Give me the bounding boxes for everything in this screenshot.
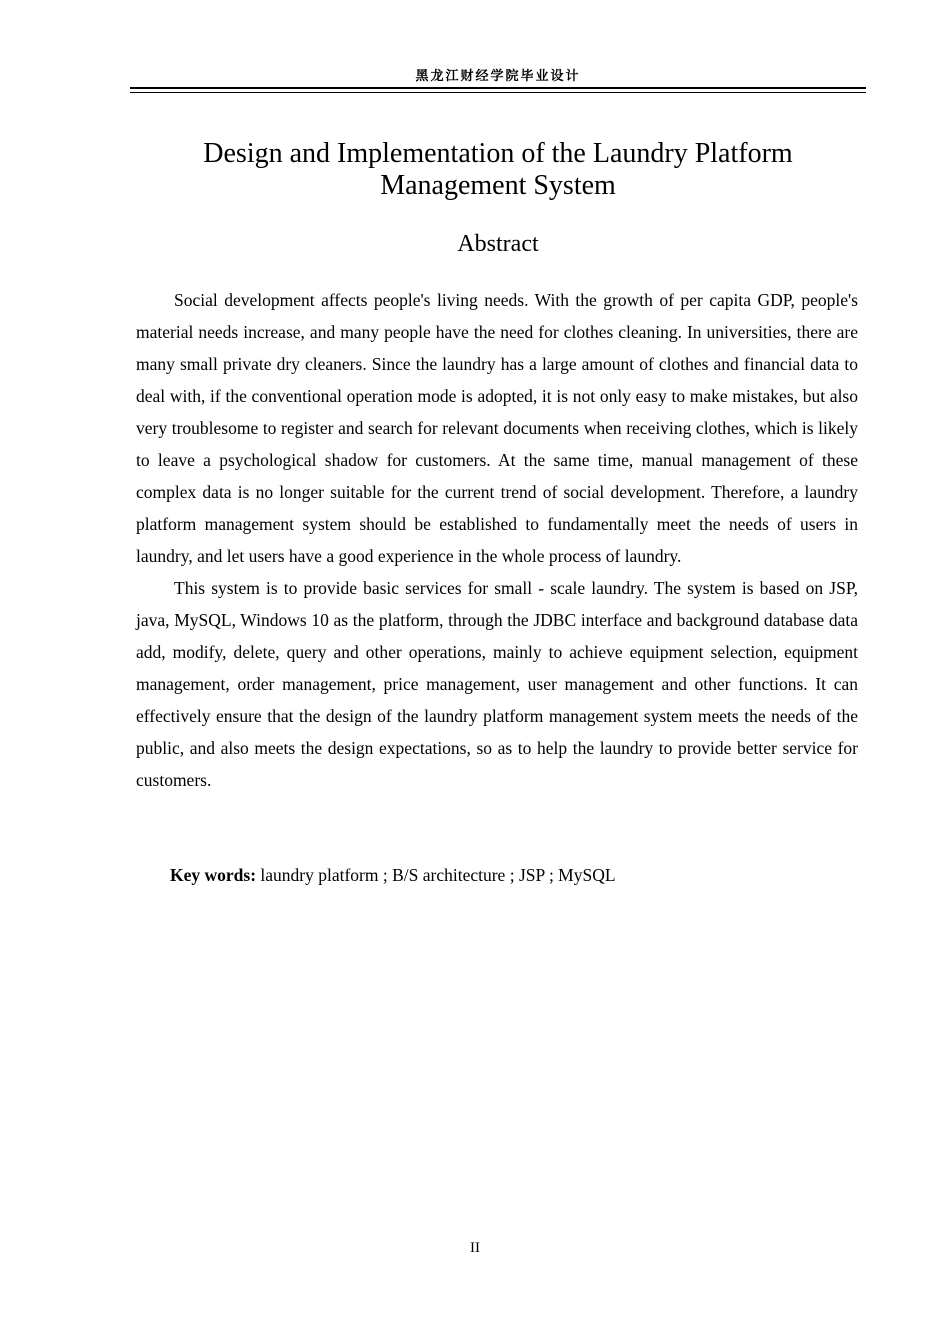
header-rule-thin — [130, 92, 866, 93]
paper-title — [140, 138, 856, 202]
abstract-heading: Abstract — [457, 231, 539, 257]
abstract-body — [136, 284, 858, 796]
abstract-paragraph-1: Social development affects people's living needs. With the growth of per capita GDP, people's material needs increase, and many people have the need for clothes cleaning. In universities, there are many small private dry cleaners. Since the laundry has a large amount of clothes and financial data to deal with, if the conventional operation mode is adopted, it is not only easy to make mistakes, but also very troublesome to register and search for relevant documents when receiving clothes, which is likely to leave a psychological shadow for customers. At the same time, manual management of these complex data is no longer suitable for the current trend of social development. Therefore, a laundry platform management system should be established to fundamentally meet the needs of users in laundry, and let users have a good experience in the whole process of laundry. — [136, 290, 858, 566]
page-number: II — [470, 1240, 480, 1256]
abstract-paragraph-2: This system is to provide basic services for small - scale laundry. The system is based on JSP, java, MySQL, Windows 10 as the platform, through the JDBC interface and background database data add, modify, delete, query and other operations, mainly to achieve equipment selection, equipment management, order management, price management, user management and other functions. It can effectively ensure that the design of the laundry platform management system meets the needs of the public, and also meets the design expectations, so as to help the laundry to provide better service for customers. — [136, 578, 858, 790]
keywords-label: Key words: — [170, 865, 257, 885]
running-header: 黑龙江财经学院毕业设计 — [415, 69, 581, 84]
paper-title-line-2: Management System — [380, 170, 616, 201]
keywords-line — [170, 859, 616, 891]
keywords-text: laundry platform ; B/S architecture ; JSP ; MySQL — [256, 865, 616, 885]
paper-title-line-1: Design and Implementation of the Laundry Platform — [203, 138, 793, 169]
header-rule-thick — [130, 87, 866, 89]
